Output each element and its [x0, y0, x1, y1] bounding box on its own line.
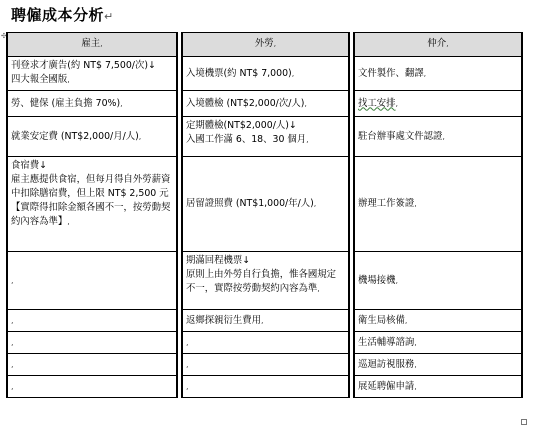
- cell-employer[interactable]: [7, 91, 177, 117]
- cell-employer[interactable]: [7, 57, 177, 91]
- table-move-handle-icon[interactable]: ✣: [1, 32, 7, 40]
- cell-worker[interactable]: [182, 91, 349, 117]
- cell-employer[interactable]: [7, 157, 177, 252]
- cell-text-line: ,: [186, 381, 189, 391]
- cell-employer[interactable]: [7, 332, 177, 354]
- cell-text-line: 食宿費↓: [11, 160, 47, 171]
- cell-worker[interactable]: [182, 310, 349, 332]
- cell-text-line: 四大報全國版,: [11, 74, 70, 85]
- cell-text-line: 巡迴訪視服務,: [358, 358, 417, 370]
- cell-agent[interactable]: [354, 91, 522, 117]
- cell-worker[interactable]: [182, 157, 349, 252]
- header-employer[interactable]: 雇主,: [7, 33, 177, 57]
- header-worker[interactable]: 外勞,: [182, 33, 349, 57]
- cell-text-line: 文件製作、翻譯,: [358, 67, 427, 79]
- hiring-cost-table: [6, 32, 523, 398]
- cell-employer[interactable]: [7, 117, 177, 157]
- cell-employer[interactable]: [7, 354, 177, 376]
- cell-text-line: ,: [11, 275, 14, 285]
- cell-text-line: 刊登求才廣告(約 NT$ 7,500/次)↓: [11, 60, 156, 71]
- cell-text-line: ,: [11, 359, 14, 369]
- cell-text-line: 勞、健保 (雇主負擔 70%),: [11, 97, 123, 109]
- cell-agent[interactable]: [354, 332, 522, 354]
- cell-worker[interactable]: [182, 354, 349, 376]
- table-row: [7, 332, 522, 354]
- cell-text-line: 展延聘僱申請,: [358, 380, 417, 392]
- table-row: [7, 376, 522, 398]
- cell-agent[interactable]: [354, 252, 522, 310]
- cell-agent[interactable]: [354, 376, 522, 398]
- cell-worker[interactable]: [182, 376, 349, 398]
- cell-text-line: 機場接機,: [358, 274, 399, 286]
- cell-text-line: 定期體檢(NT$2,000/人)↓: [186, 120, 297, 131]
- cell-text-line: ,: [186, 359, 189, 369]
- cell-text-line: ,: [11, 315, 14, 325]
- cell-text-line: 衛生局核備,: [358, 314, 408, 326]
- table-resize-handle[interactable]: [521, 419, 527, 425]
- table-row: [7, 91, 522, 117]
- cell-worker[interactable]: [182, 117, 349, 157]
- cell-text-line: 雇主應提供食宿，但每月得自外勞薪資中扣除膳宿費，但上限 NT$ 2,500 元【實際得扣除金額各國不一，按勞動契約內容為準】,: [11, 174, 171, 227]
- cell-employer[interactable]: [7, 310, 177, 332]
- table-row: [7, 57, 522, 91]
- cell-text-line: 期滿回程機票↓: [186, 255, 251, 266]
- cell-agent[interactable]: [354, 57, 522, 91]
- cell-text-line: ,: [11, 337, 14, 347]
- cell-worker[interactable]: [182, 252, 349, 310]
- cell-text-line: 入境體檢 (NT$2,000/次/人),: [186, 97, 307, 109]
- cell-text-line: 入國工作滿 6、18、30 個月,: [186, 134, 309, 145]
- cell-text-line: ,: [11, 381, 14, 391]
- table-header-row: [7, 33, 522, 57]
- cell-agent[interactable]: [354, 117, 522, 157]
- cell-worker[interactable]: [182, 57, 349, 91]
- document-title: 聘僱成本分析↵: [11, 6, 114, 24]
- header-agent[interactable]: 仲介,: [354, 33, 522, 57]
- table-row: [7, 252, 522, 310]
- cell-text-line: 返鄉探親衍生費用,: [186, 314, 264, 326]
- cell-text-line: 居留證照費 (NT$1,000/年/人),: [186, 198, 317, 209]
- cell-employer[interactable]: [7, 376, 177, 398]
- table-row: [7, 354, 522, 376]
- cell-text-line: ,: [186, 337, 189, 347]
- cell-text-line: 找工安排,: [358, 97, 399, 109]
- table-row: [7, 117, 522, 157]
- cell-text-line: 原則上由外勞自行負擔，惟各國規定不一，實際按勞動契約內容為準,: [186, 269, 337, 294]
- cell-worker[interactable]: [182, 332, 349, 354]
- cell-agent[interactable]: [354, 354, 522, 376]
- cell-agent[interactable]: [354, 157, 522, 252]
- cell-text-line: 駐台辦事處文件認證,: [358, 130, 445, 142]
- cell-employer[interactable]: [7, 252, 177, 310]
- table-row: [7, 157, 522, 252]
- cell-text-line: 入境機票(約 NT$ 7,000),: [186, 67, 295, 79]
- cell-agent[interactable]: [354, 310, 522, 332]
- cell-text-line: 就業安定費 (NT$2,000/月/人),: [11, 130, 142, 142]
- cell-text-line: 生活輔導諮詢,: [358, 336, 417, 348]
- table-row: [7, 310, 522, 332]
- cell-text-line: 辦理工作簽證,: [358, 198, 417, 209]
